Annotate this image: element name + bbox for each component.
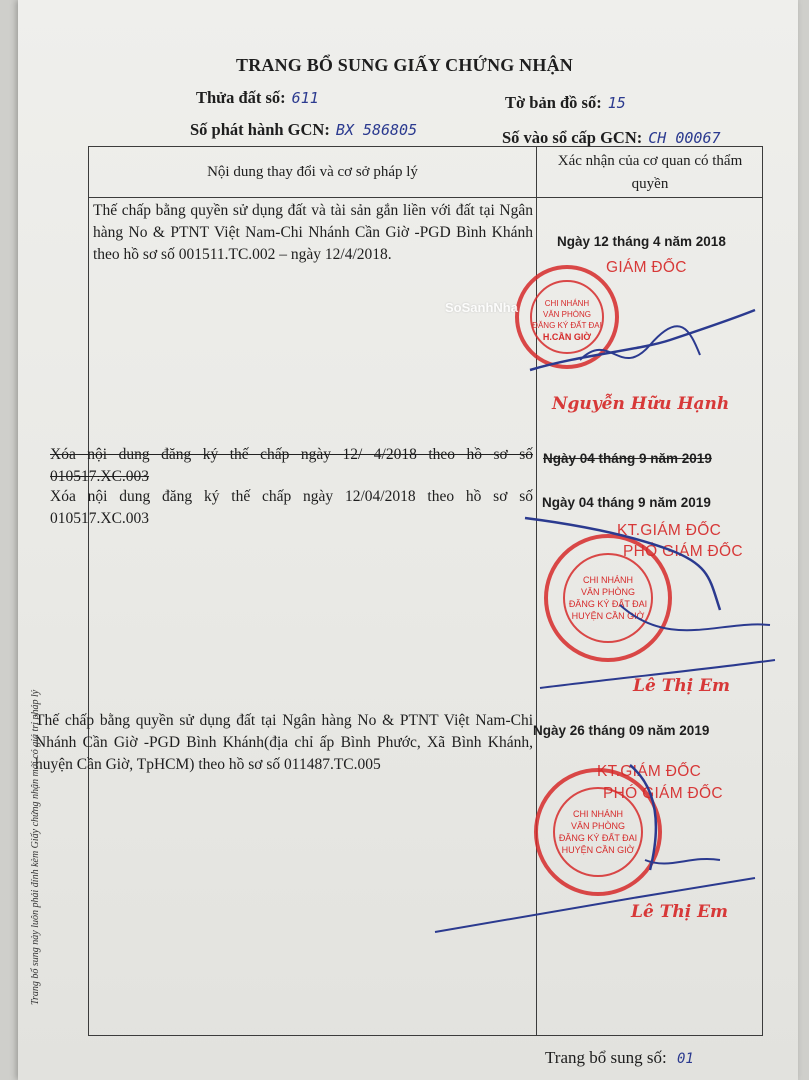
entry-3-signer-title-1: KT.GIÁM ĐỐC	[617, 522, 722, 539]
entry-4-signer-name: Lê Thị Em	[631, 902, 729, 922]
svg-text:CHI NHÁNH: CHI NHÁNH	[572, 809, 624, 819]
entry-3-content: Xóa nội dung đăng ký thế chấp ngày 12/04/2018 theo hồ sơ số 010517.XC.003	[50, 488, 533, 527]
supplement-page-number: Trang bổ sung số: 01	[545, 1048, 694, 1067]
certificate-issue-number: Số phát hành GCN: BX 586805	[190, 120, 418, 139]
svg-text:CHI NHÁNH: CHI NHÁNH	[544, 299, 590, 308]
entry-4-content: Thế chấp bằng quyền sử dụng đất tại Ngân hàng No & PTNT Việt Nam-Chi Nhánh Cần Giờ -PGD Bình Khánh(địa chỉ ấp Bình Phước, Xã Bình Khánh, huyện Cần Giờ, TpHCM) theo hồ sơ số 011487.TC.005	[35, 712, 533, 773]
svg-text:VĂN PHÒNG: VĂN PHÒNG	[542, 310, 592, 319]
svg-text:ĐĂNG KÝ ĐẤT ĐAI: ĐĂNG KÝ ĐẤT ĐAI	[532, 321, 602, 330]
svg-text:VĂN PHÒNG: VĂN PHÒNG	[570, 821, 626, 831]
column-header-content: Nội dung thay đổi và cơ sở pháp lý	[207, 164, 418, 180]
map-sheet-number: Tờ bản đồ số: 15	[505, 93, 626, 112]
page-title: TRANG BỔ SUNG GIẤY CHỨNG NHẬN	[236, 55, 573, 75]
entry-3-signer-title-2: PHÓ GIÁM ĐỐC	[623, 543, 743, 560]
entry-1-content: Thế chấp bằng quyền sử dụng đất và tài sản gắn liền với đất tại Ngân hàng No & PTNT Việt Nam-Chi Nhánh Cần Giờ -PGD Bình Khánh theo hồ sơ số 001511.TC.002 – ngày 12/4/2018.	[93, 202, 533, 263]
svg-text:HUYỆN CẦN GIỜ: HUYỆN CẦN GIỜ	[561, 845, 635, 855]
svg-text:ĐĂNG KÝ ĐẤT ĐAI: ĐĂNG KÝ ĐẤT ĐAI	[568, 599, 648, 609]
entry-4-date: Ngày 26 tháng 09 năm 2019	[533, 723, 710, 738]
header-divider	[89, 197, 762, 198]
svg-text:ĐĂNG KÝ ĐẤT ĐAI: ĐĂNG KÝ ĐẤT ĐAI	[558, 833, 638, 843]
entry-4-signer-title-2: PHÓ GIÁM ĐỐC	[603, 785, 723, 802]
entry-3-signature	[520, 510, 780, 690]
certificate-registry-number: Số vào sổ cấp GCN: CH 00067	[502, 128, 721, 147]
entry-2-content-struck: Xóa nội dung đăng ký thế chấp ngày 12/ 4/2018 theo hồ sơ số 010517.XC.003	[50, 446, 533, 485]
entry-4-signer-title-1: KT.GIÁM ĐỐC	[597, 763, 702, 780]
entry-1-date: Ngày 12 tháng 4 năm 2018	[557, 234, 726, 249]
entry-1-signer-name: Nguyễn Hữu Hạnh	[552, 394, 730, 414]
svg-text:HUYỆN CẦN GIỜ: HUYỆN CẦN GIỜ	[571, 611, 645, 621]
watermark: SoSanhNha	[445, 300, 518, 315]
svg-text:CHI NHÁNH: CHI NHÁNH	[582, 575, 634, 585]
land-parcel-number: Thửa đất số: 611	[196, 88, 319, 107]
entry-1-signer-title: GIÁM ĐỐC	[606, 259, 687, 276]
entry-2-date-struck: Ngày 04 tháng 9 năm 2019	[543, 451, 712, 466]
legal-side-note: Trang bổ sung này luôn phải đính kèm Giấy chứng nhận mới có giá trị pháp lý	[30, 689, 41, 1005]
entry-3-signer-name: Lê Thị Em	[633, 676, 731, 696]
entry-1-signature	[520, 300, 760, 390]
svg-text:H.CẦN GIỜ: H.CẦN GIỜ	[542, 332, 592, 342]
svg-text:VĂN PHÒNG: VĂN PHÒNG	[580, 587, 636, 597]
column-header-confirmation: Xác nhận của cơ quan có thẩm quyền	[557, 153, 743, 192]
entry-3-date: Ngày 04 tháng 9 năm 2019	[542, 495, 711, 510]
